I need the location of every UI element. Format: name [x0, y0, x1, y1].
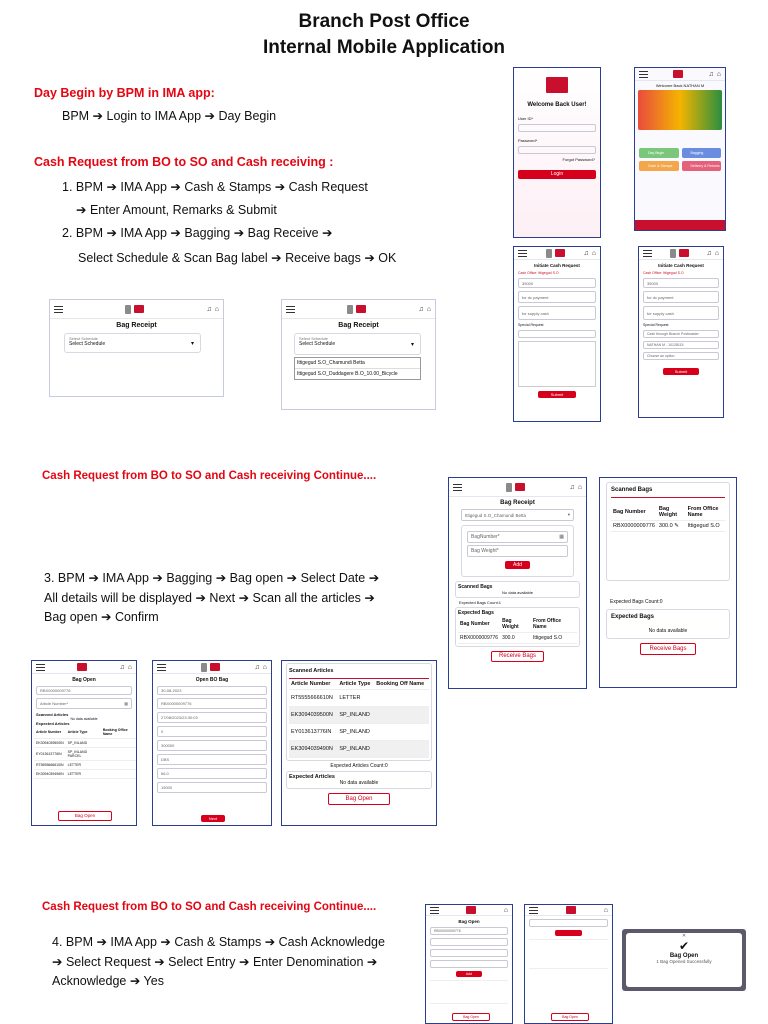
scanned-bags-card-2 — [606, 482, 730, 581]
bag-open-button-3[interactable]: Bag Open — [328, 793, 390, 805]
expected-articles-no-data: No data available — [339, 780, 379, 786]
scanned-bags-screen — [599, 477, 737, 688]
scanned-articles-table: Article Number Article Type Booking Off Name RT5555666610N LETTER EK3094039500N SP_INLAND EY013613776IN SP_INLAND EK3094039490N SP_INLAND — [289, 679, 429, 758]
forgot-password-link[interactable]: Forgot Password? — [562, 157, 595, 162]
cash-request-title: Initiate Cash Request — [534, 263, 580, 268]
step-4a: 4. BPM ➔ IMA App ➔ Cash & Stamps ➔ Cash Acknowledge — [52, 935, 385, 949]
bag-receipt-title-3: Bag Receipt — [500, 500, 535, 506]
amount-input-2[interactable]: 35000 — [643, 278, 719, 288]
postmaster-select[interactable]: NATHAN M - 10128115 — [643, 341, 719, 349]
bag-receipt-title-2: Bag Receipt — [338, 322, 379, 329]
col-from-office: From Office Name — [686, 504, 725, 521]
cash-request-title-2: Initiate Cash Request — [658, 263, 704, 268]
submit-button-1[interactable]: Submit — [538, 391, 576, 398]
bag-receipt-screen-1: ♫ ⌂ Bag Receipt Select Schedule Select Schedule ▾ — [49, 299, 224, 397]
bag-open-screen-5: ⌂ Bag Open — [524, 904, 613, 1024]
request-type-options[interactable] — [518, 341, 596, 387]
table-row: EK3094039490N SP_INLAND — [289, 741, 429, 758]
schedule-value-3: Ittigegud S.O_Chamundi Betta — [465, 512, 527, 518]
table-row: EY013613776IN SP_INLAND PARCEL — [34, 748, 136, 761]
login-button[interactable]: Login — [518, 170, 596, 179]
step-4c: Acknowledge ➔ Yes — [52, 974, 164, 988]
submit-button-2[interactable]: Submit — [663, 368, 699, 375]
confirm-dialog — [626, 933, 742, 987]
detail-field-6: 15000 — [157, 782, 267, 793]
step-1b: ➔ Enter Amount, Remarks & Submit — [76, 203, 277, 217]
col-from-office: From Office Name — [531, 616, 577, 633]
special-request-checkbox-2[interactable]: Special Request — [643, 323, 669, 327]
schedule-label-1: Select Schedule — [69, 336, 98, 341]
scanned-articles-title: Scanned Articles — [36, 712, 69, 717]
table-row: EK3094039496IN LETTER — [34, 770, 136, 779]
schedule-label-2: Select Schedule — [299, 336, 328, 341]
password-input[interactable] — [518, 146, 596, 154]
india-post-logo — [546, 77, 568, 93]
qr-scan-icon[interactable]: ▦ — [559, 534, 564, 540]
day-begin-heading: Day Begin by BPM in IMA app: — [34, 86, 215, 100]
expected-bags-card-2 — [606, 609, 730, 639]
home-screen: ♫ ⌂ Welcome Back NATHAN M Day Begin Bagging Cash & Stamps Delivery & Returns — [634, 67, 726, 231]
bottom-nav[interactable] — [635, 220, 725, 230]
choose-option-select[interactable]: Choose an option — [643, 352, 719, 360]
cash-office: Cash Office: Ittigegud S.O — [518, 271, 559, 275]
detail-field-5: 66.0 — [157, 768, 267, 779]
bag-receipt-screen-3: ♫ ⌂ Bag Receipt Ittigegud S.O_Chamundi Betta ▾ BagNumber* ▦ Bag Weight* Add Scanned Bags No data available Expected Bags Count:1 Expected Bags Bag Number Bag Weight From Office Name RBX0000009776 300.0 Ittigegud S.O Receive Bags — [448, 477, 587, 689]
confirm-subtitle: 1 Bag Opened Successfully — [656, 959, 712, 964]
confirm-dialog-backdrop — [622, 929, 746, 991]
bag-open-button-1[interactable]: Bag Open — [58, 811, 112, 821]
expected-articles-count: Expected Articles Count:0 — [330, 763, 388, 769]
next-button[interactable]: Next — [201, 815, 225, 822]
field-d[interactable] — [529, 919, 608, 927]
expected-section — [529, 968, 608, 1013]
user-id-input[interactable] — [518, 124, 596, 132]
expected-bags-card — [455, 607, 580, 647]
expected-articles-title-2: Expected Articles — [289, 774, 335, 780]
remark-input-1[interactable]: for dc payment — [518, 291, 596, 303]
day-begin-line: BPM ➔ Login to IMA App ➔ Day Begin — [62, 109, 277, 123]
expected-bags-title: Expected Bags — [458, 610, 494, 616]
step-3c: Bag open ➔ Confirm — [44, 610, 159, 624]
confirm-title: Bag Open — [669, 953, 699, 959]
request-type-select[interactable] — [518, 330, 596, 338]
login-screen — [513, 67, 601, 238]
cash-request-screen-1: ♫ ⌂ Initiate Cash Request Cash Office: Ittigegud S.O 35000 for dc payment for supply cash Special Request Submit — [513, 246, 601, 422]
add-button-5[interactable] — [555, 930, 582, 936]
chevron-down-icon: ▾ — [190, 341, 194, 347]
bag-open-screen-1: ♫ ⌂ Bag Open RBX0000009776 Article Number* ▦ Scanned Articles No data available Expected Articles Article Number Article Type Booking Office Name EK3094039500IN SP_INLAND EY013613776IN SP_INLAND PARCEL RT5555666610IN LETTER EK3094039496IN LETTER Bag Open — [31, 660, 137, 826]
expected-no-data: No data available — [648, 628, 688, 634]
table-row: RT5555666610N LETTER — [289, 690, 429, 707]
table-row: RT5555666610IN LETTER — [34, 761, 136, 770]
schedule-option-2[interactable]: Ittigegud S.O_Duddagere B.O_10.00_Bicycle — [295, 368, 420, 379]
bag-open-screen-4: ⌂ Bag Open RBX0000009776 Add Bag Open — [425, 904, 513, 1024]
detail-field-1: 27/08/2023/23:30:03 — [157, 712, 267, 723]
field-a[interactable] — [430, 938, 508, 946]
schedule-select-1[interactable] — [64, 333, 201, 353]
close-icon[interactable]: ✕ — [681, 933, 687, 939]
step-1a: 1. BPM ➔ IMA App ➔ Cash & Stamps ➔ Cash Request — [62, 180, 368, 194]
expected-bags-title-2: Expected Bags — [611, 614, 655, 620]
tile-day-begin[interactable]: Day Begin — [639, 148, 679, 158]
col-bag-weight: Bag Weight — [500, 616, 531, 633]
remark-input-4[interactable]: for supply cash — [643, 306, 719, 320]
expected-articles-title: Expected Articles — [36, 721, 70, 726]
table-row: EK3094039500IN SP_INLAND — [34, 739, 136, 748]
scanned-articles-no-data: No data available — [70, 717, 98, 721]
schedule-select-2[interactable] — [294, 333, 421, 355]
step-3b: All details will be displayed ➔ Next ➔ Scan all the articles ➔ — [44, 591, 375, 605]
chevron-down-icon: ▾ — [410, 342, 414, 348]
page-subtitle: Internal Mobile Application — [262, 37, 506, 58]
bag-number-input[interactable]: BagNumber* — [471, 534, 500, 540]
detail-field-3: 300000 — [157, 740, 267, 751]
login-welcome: Welcome Back User! — [527, 102, 587, 108]
bag-open-button-5[interactable]: Bag Open — [551, 1013, 589, 1021]
chevron-down-icon: ▾ — [567, 512, 570, 517]
bag-number-display: RBX0000009776 — [157, 698, 267, 709]
cash-through-select[interactable]: Cash through Branch Postmaster — [643, 330, 719, 338]
scanned-section — [529, 939, 608, 966]
scanned-bags-table — [611, 504, 725, 532]
expected-articles-card — [286, 771, 432, 789]
schedule-select-3[interactable] — [461, 509, 574, 521]
scanned-bags-title: Scanned Bags — [458, 584, 493, 590]
bag-open-title-4: Bag Open — [458, 919, 480, 924]
edit-pencil-icon[interactable]: ✎ — [674, 523, 679, 529]
article-number-input[interactable]: Article Number* — [40, 701, 69, 706]
step-2b: Select Schedule & Scan Bag label ➔ Receive bags ➔ OK — [78, 251, 397, 265]
open-bo-bag-title: Open BO Bag — [195, 677, 229, 683]
receive-bags-button-2[interactable]: Receive Bags — [640, 643, 696, 655]
bag-open-button-4[interactable]: Bag Open — [452, 1013, 490, 1021]
schedule-value-1: Select Schedule — [69, 341, 106, 347]
home-welcome: Welcome Back NATHAN M — [655, 83, 705, 88]
remark-input-2[interactable]: for supply cash — [518, 306, 596, 320]
bag-receipt-title-1: Bag Receipt — [116, 322, 157, 329]
banner-image — [638, 90, 722, 130]
expected-bags-count-2: Expected Bags Count:0 — [610, 599, 663, 605]
cash-request-heading: Cash Request from BO to SO and Cash receiving : — [34, 155, 334, 169]
special-request-checkbox[interactable]: Special Request — [518, 323, 544, 327]
scanned-articles-screen — [281, 660, 437, 826]
col-bag-weight: Bag Weight — [657, 504, 686, 521]
bag-entry-card — [461, 525, 574, 577]
add-button-4[interactable]: Add — [456, 971, 482, 977]
step-2a: 2. BPM ➔ IMA App ➔ Bagging ➔ Bag Receive ➔ — [62, 226, 333, 240]
expected-articles-table: Article Number Article Type Booking Office Name EK3094039500IN SP_INLAND EY013613776IN SP_INLAND PARCEL RT5555666610IN LETTER EK3094039496IN LETTER — [34, 726, 136, 779]
expected-bags-table — [458, 616, 577, 644]
schedule-value-2: Select Schedule — [299, 341, 336, 347]
field-b[interactable] — [430, 949, 508, 957]
schedule-option-1[interactable]: Ittigegud S.O_Chamundi Betta — [297, 360, 365, 366]
tile-delivery[interactable]: Delivery & Returns — [682, 161, 722, 171]
qr-scan-icon[interactable]: ▦ — [124, 701, 128, 706]
page-title: Branch Post Office — [298, 11, 470, 32]
password-label: Password* — [518, 138, 538, 143]
bag-weight-input[interactable]: Bag Weight* — [467, 545, 568, 557]
remark-input-3[interactable]: for dc payment — [643, 291, 719, 303]
col-bag-number: Bag Number — [611, 504, 657, 521]
user-id-label: User ID* — [518, 116, 534, 121]
open-bo-bag-screen: ♫ ⌂ Open BO Bag 30-08-2023 RBX0000009776 27/08/2023/23:30:03 0 300000 DBS 66.0 15000 Next — [152, 660, 272, 826]
table-row: EY013613776IN SP_INLAND — [289, 724, 429, 741]
articles-section — [430, 980, 508, 1004]
receive-bags-button-1[interactable]: Receive Bags — [491, 651, 544, 662]
schedule-dropdown[interactable] — [294, 357, 421, 380]
bag-number-field-4[interactable]: RBX0000009776 — [430, 927, 508, 935]
step-4b: ➔ Select Request ➔ Select Entry ➔ Enter Denomination ➔ — [52, 955, 378, 969]
col-bag-number: Bag Number — [458, 616, 500, 633]
detail-field-4: DBS — [157, 754, 267, 765]
table-row: RBX0000009776 300.0 ✎ Ittigegud S.O — [611, 521, 725, 532]
continue-heading-1: Cash Request from BO to SO and Cash receiving Continue.... — [42, 470, 377, 482]
scanned-articles-card — [286, 663, 432, 761]
tile-bagging[interactable]: Bagging — [682, 148, 722, 158]
scanned-bags-card — [455, 581, 580, 598]
field-c[interactable] — [430, 960, 508, 968]
detail-field-2: 0 — [157, 726, 267, 737]
table-row: EK3094039500N SP_INLAND — [289, 707, 429, 724]
scanned-no-data: No data available — [502, 590, 533, 595]
bag-receipt-screen-2: ♫ ⌂ Bag Receipt Select Schedule Select Schedule ▾ Ittigegud S.O_Chamundi Betta Ittigegud S.O_Duddagere B.O_10.00_Bicycle — [281, 299, 436, 410]
cash-request-screen-2: ♫ ⌂ Initiate Cash Request Cash Office: Ittigegud S.O 35000 for dc payment for supply cash Special Request Cash through Branch Postmaster NATHAN M - 10128115 Choose an option Submit — [638, 246, 724, 418]
date-select[interactable]: 30-08-2023 — [157, 686, 267, 695]
expected-bags-count: Expected Bags Count:1 — [459, 600, 502, 605]
bag-number-field[interactable]: RBX0000009776 — [36, 686, 132, 695]
amount-input[interactable]: 35000 — [518, 278, 596, 288]
continue-heading-2: Cash Request from BO to SO and Cash receiving Continue.... — [42, 901, 377, 913]
add-button[interactable]: Add — [505, 561, 530, 569]
check-circle-icon: ✔ — [678, 939, 690, 953]
step-3a: 3. BPM ➔ IMA App ➔ Bagging ➔ Bag open ➔ Select Date ➔ — [44, 571, 380, 585]
scanned-articles-title-2: Scanned Articles — [289, 666, 429, 679]
cash-office-2: Cash Office: Ittigegud S.O — [643, 271, 684, 275]
tile-cash-stamps[interactable]: Cash & Stamps — [639, 161, 679, 171]
bag-open-title-1: Bag Open — [72, 677, 96, 683]
scanned-bags-title-2: Scanned Bags — [611, 487, 725, 498]
table-row: RBX0000009776 300.0 Ittigegud S.O — [458, 633, 577, 644]
